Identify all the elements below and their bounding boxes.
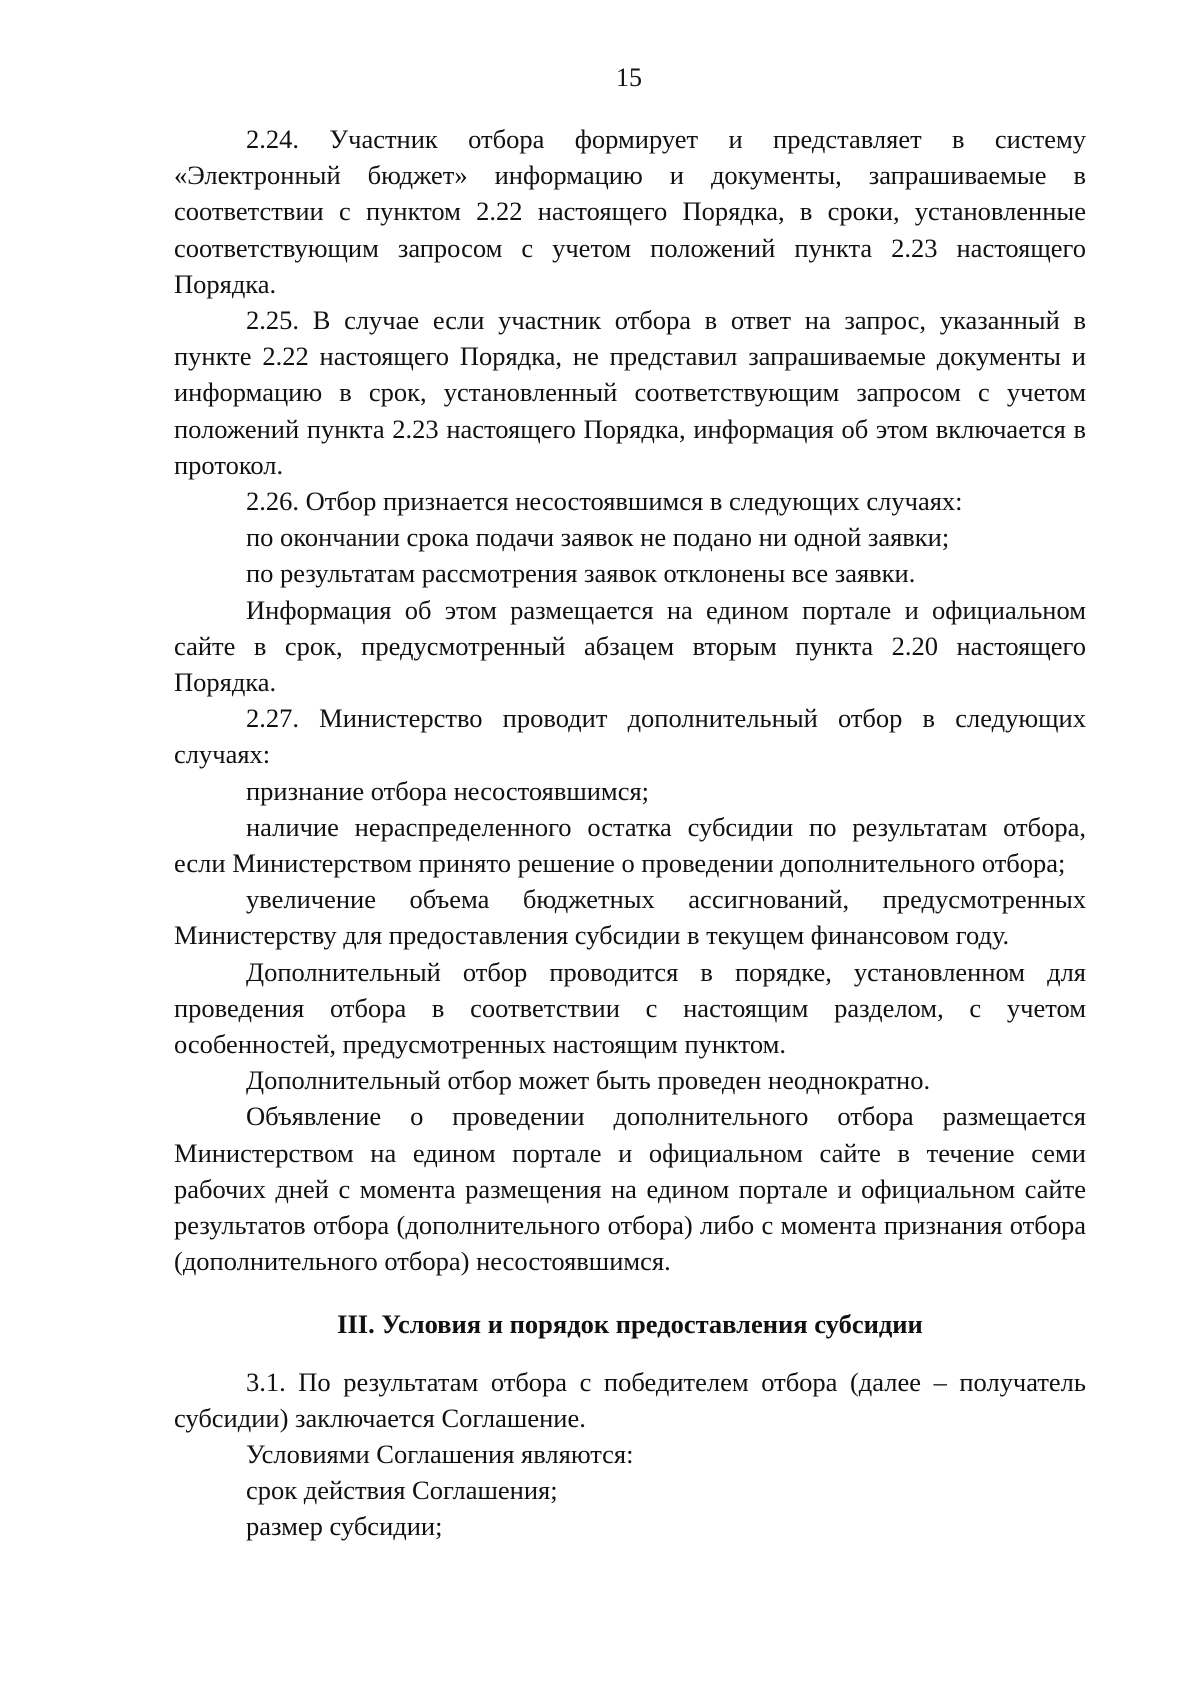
paragraph-2-24: 2.24. Участник отбора формирует и представляет в систему «Электронный бюджет» информацию и документы, запрашиваемые в соответствии с пунктом 2.22 настоящего Порядка, в сроки, установленные соответствующим запросом с учетом положений пункта 2.23 настоящего Порядка. [174, 124, 1086, 299]
list-item: признание отбора несостоявшимся; [246, 775, 650, 806]
paragraph: Дополнительный отбор может быть проведен неоднократно. [246, 1065, 931, 1096]
list-item: наличие нераспределенного остатка субсидии по результатам отбора, если Министерством принято решение о проведении дополнительного отбора; [174, 811, 1086, 879]
paragraph-2-27: 2.27. Министерство проводит дополнительный отбор в следующих случаях: [174, 703, 1086, 770]
paragraph: Условиями Соглашения являются: [246, 1438, 634, 1469]
paragraph-3-1: 3.1. По результатам отбора с победителем отбора (далее – получатель субсидии) заключается Соглашение. [174, 1366, 1086, 1433]
paragraph-2-25: 2.25. В случае если участник отбора в ответ на запрос, указанный в пункте 2.22 настоящего Порядка, не представил запрашиваемые документы и информацию в срок, установленный соответствующим запросом с учетом положений пункта 2.23 настоящего Порядка, информация об этом включается в протокол. [174, 305, 1086, 480]
list-item: увеличение объема бюджетных ассигнований, предусмотренных Министерству для предоставления субсидии в текущем финансовом году. [174, 884, 1086, 951]
list-item: размер субсидии; [246, 1511, 443, 1542]
section-heading: III. Условия и порядок предоставления субсидии [337, 1308, 923, 1339]
paragraph: Информация об этом размещается на едином портале и официальном сайте в срок, предусмотренный абзацем вторым пункта 2.20 настоящего Порядка. [174, 594, 1086, 698]
document-body [174, 121, 1086, 1545]
paragraph-2-26: 2.26. Отбор признается несостоявшимся в следующих случаях: [246, 486, 963, 517]
list-item: срок действия Соглашения; [246, 1475, 558, 1506]
page-number: 15 [616, 63, 642, 92]
paragraph: Дополнительный отбор проводится в порядке, установленном для проведения отбора в соответствии с настоящим разделом, с учетом особенностей, предусмотренных настоящим пунктом. [174, 956, 1086, 1060]
list-item: по результатам рассмотрения заявок отклонены все заявки. [246, 558, 916, 589]
paragraph: Объявление о проведении дополнительного отбора размещается Министерством на едином портале и официальном сайте в течение семи рабочих дней с момента размещения на едином портале и официальном сайте результатов отбора (дополнительного отбора) либо с момента признания отбора (дополнительного отбора) несостоявшимся. [174, 1101, 1086, 1277]
list-item: по окончании срока подачи заявок не подано ни одной заявки; [246, 522, 950, 553]
